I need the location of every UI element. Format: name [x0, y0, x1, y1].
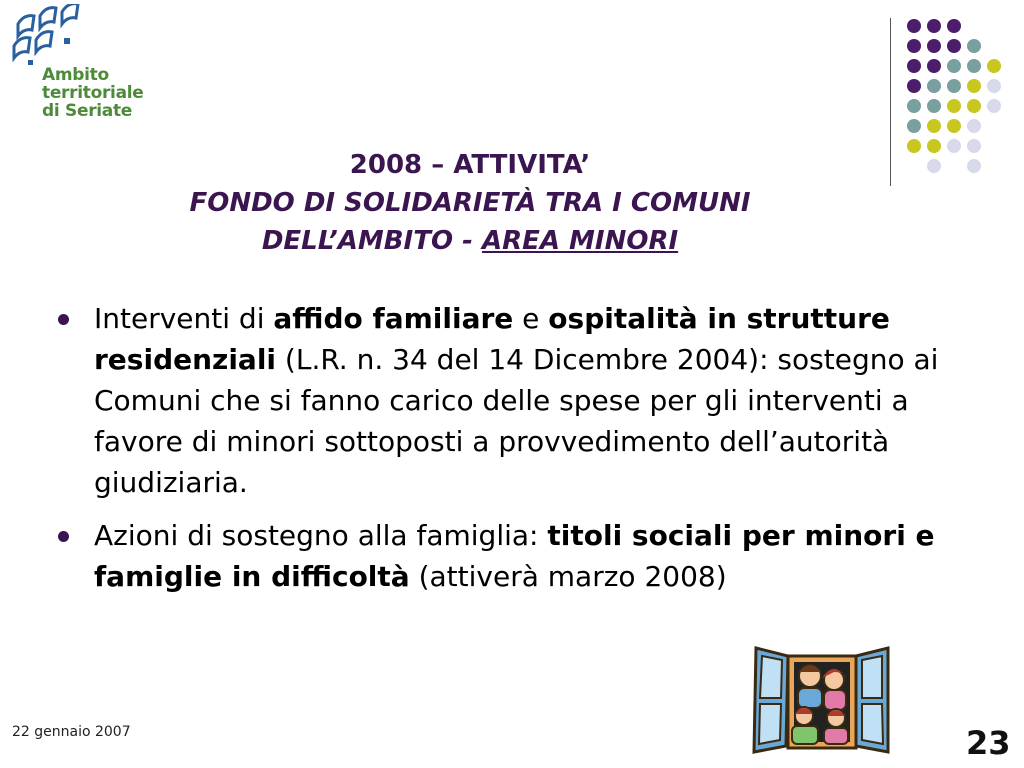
decor-dot [927, 159, 941, 173]
decor-dot [947, 79, 961, 93]
bullet-text: (L.R. n. 34 del 14 Dicembre 2004): sostegno ai Comuni che si fanno carico delle spese per gli interventi a favore di minori sottoposti a provvedimento dell’autorità giudiziaria. [94, 343, 939, 499]
title-line3-underlined: AREA MINORI [481, 226, 679, 256]
decor-dot [927, 119, 941, 133]
decor-dot [967, 119, 981, 133]
decor-dot [927, 59, 941, 73]
bullet-dot-icon [58, 531, 69, 542]
decor-dot [967, 59, 981, 73]
decor-dot [947, 99, 961, 113]
decor-dot [947, 19, 961, 33]
decor-dot [907, 99, 921, 113]
decor-dot [947, 139, 961, 153]
ambito-logo [4, 4, 154, 124]
title-line3-prefix: DELL’AMBITO - [261, 226, 482, 256]
title-line3 [40, 222, 900, 260]
bullet-text: e [513, 302, 549, 335]
ambito-logo-icon [4, 4, 94, 74]
decor-dot [927, 139, 941, 153]
bullet-text: Azioni di sostegno alla famiglia: [94, 519, 548, 552]
bullet-text: (attiverà marzo 2008) [409, 560, 727, 593]
decor-dot [927, 99, 941, 113]
decor-dot [967, 139, 981, 153]
decor-dot [907, 79, 921, 93]
slide-title [40, 146, 900, 260]
decor-dot [947, 59, 961, 73]
page-number: 23 [966, 724, 1011, 762]
logo-text-line3: di Seriate [42, 101, 133, 121]
decor-dot [927, 19, 941, 33]
decor-dot [987, 99, 1001, 113]
bullet-bold-text: titoli sociali per minori e famiglie in difficoltà [94, 519, 935, 593]
logo-text-line2: territoriale [42, 83, 144, 103]
decor-dot [907, 119, 921, 133]
footer-date: 22 gennaio 2007 [12, 724, 131, 740]
decor-dot [927, 39, 941, 53]
title-line2: FONDO DI SOLIDARIETÀ TRA I COMUNI [189, 188, 751, 218]
decor-dot [987, 79, 1001, 93]
bullet-dot-icon [58, 314, 69, 325]
decor-dot [907, 139, 921, 153]
bullet-bold-text: affido familiare [273, 302, 514, 335]
decor-dot [967, 39, 981, 53]
decor-dot [927, 79, 941, 93]
title-line1: 2008 – ATTIVITA’ [349, 150, 591, 180]
decor-dot [967, 99, 981, 113]
decor-dot [987, 59, 1001, 73]
decor-dot [947, 39, 961, 53]
bullet-list [56, 298, 966, 609]
bullet-bold-text: ospitalità in strutture residenziali [94, 302, 890, 376]
bullet-text: Interventi di [94, 302, 274, 335]
dot-grid-icon [900, 14, 1020, 174]
decor-dot [907, 59, 921, 73]
bullet-item [56, 515, 966, 597]
bullet-item [56, 298, 966, 503]
decor-dot [907, 19, 921, 33]
decor-dot [907, 39, 921, 53]
logo-text-line1: Ambito [42, 65, 109, 85]
decor-dot [967, 159, 981, 173]
decor-dot [967, 79, 981, 93]
decor-dot [947, 119, 961, 133]
family-window-clipart [752, 642, 890, 754]
